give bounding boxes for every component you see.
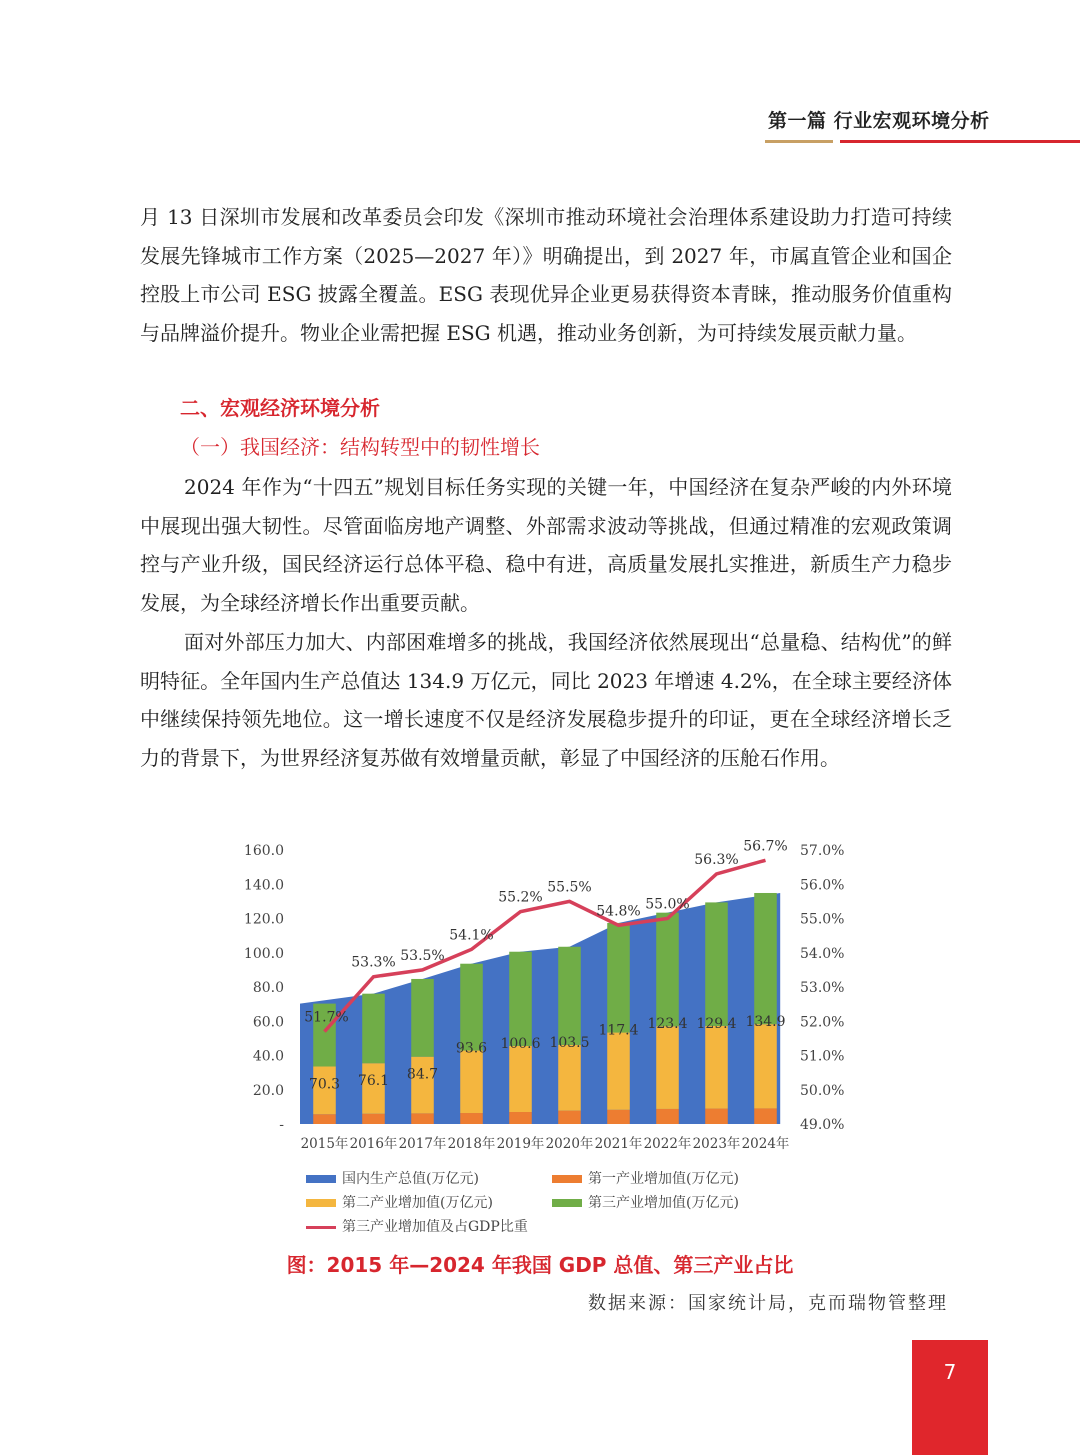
- legend-item-secondary: [306, 1192, 493, 1212]
- bar-secondary-5: [558, 1045, 581, 1111]
- bar-secondary-6: [607, 1033, 630, 1110]
- legend-swatch-gdp: [306, 1175, 336, 1183]
- left-axis-tick-1: 20.0: [252, 1082, 284, 1099]
- bar-tertiary-9: [754, 893, 777, 1024]
- legend-label-gdp: 国内生产总值(万亿元): [342, 1171, 479, 1187]
- bar-tertiary-4: [509, 952, 532, 1046]
- legend-item-tertiary: [552, 1192, 739, 1212]
- page-number-badge: [912, 1340, 988, 1455]
- bar-tertiary-5: [558, 947, 581, 1045]
- left-axis-tick-7: 140.0: [243, 877, 284, 894]
- bar-secondary-2: [411, 1057, 434, 1114]
- legend-label-tertiary-share: 第三产业增加值及占GDP比重: [342, 1219, 528, 1235]
- legend-swatch-secondary: [306, 1199, 336, 1207]
- gdp-data-label-0: 70.3: [308, 1076, 341, 1093]
- bar-primary-3: [460, 1113, 483, 1124]
- share-data-label-2: 53.5%: [400, 947, 445, 964]
- x-axis-label-1: 2016年: [349, 1136, 398, 1152]
- bar-primary-8: [705, 1109, 728, 1124]
- right-axis-tick-7: 56.0%: [800, 877, 845, 894]
- gdp-data-label-6: 117.4: [598, 1022, 639, 1039]
- x-axis-label-6: 2021年: [594, 1136, 643, 1152]
- right-axis-tick-1: 50.0%: [800, 1082, 845, 1099]
- x-axis-label-5: 2020年: [545, 1136, 594, 1152]
- bar-secondary-4: [509, 1046, 532, 1112]
- bar-secondary-8: [705, 1026, 728, 1109]
- gdp-chart: [230, 820, 850, 1160]
- legend-label-tertiary: 第三产业增加值(万亿元): [588, 1195, 739, 1211]
- right-axis-tick-0: 49.0%: [800, 1117, 845, 1133]
- right-axis-tick-2: 51.0%: [800, 1048, 845, 1065]
- share-data-label-5: 55.5%: [547, 879, 592, 896]
- gdp-data-label-4: 100.6: [500, 1035, 541, 1052]
- left-axis-tick-4: 80.0: [252, 980, 284, 996]
- share-data-label-4: 55.2%: [498, 889, 543, 906]
- bar-tertiary-6: [607, 923, 630, 1033]
- legend-swatch-primary: [552, 1175, 582, 1183]
- left-axis-tick-2: 40.0: [252, 1048, 284, 1065]
- gdp-data-label-7: 123.4: [647, 1016, 688, 1033]
- legend-item-tertiary-share: [306, 1216, 528, 1236]
- x-axis-label-7: 2022年: [643, 1136, 692, 1152]
- share-data-label-0: 51.7%: [304, 1009, 349, 1026]
- bar-tertiary-2: [411, 979, 434, 1057]
- bar-secondary-3: [460, 1051, 483, 1114]
- gdp-data-label-3: 93.6: [455, 1040, 488, 1057]
- legend-item-primary: [552, 1168, 739, 1188]
- gdp-data-label-9: 134.9: [745, 1014, 786, 1031]
- bar-tertiary-8: [705, 902, 728, 1025]
- data-source: 数据来源：国家统计局，克而瑞物管整理: [588, 1293, 948, 1314]
- x-axis-label-4: 2019年: [496, 1136, 545, 1152]
- figure-caption: 图：2015 年—2024 年我国 GDP 总值、第三产业占比: [286, 1253, 794, 1277]
- bar-primary-7: [656, 1109, 679, 1124]
- bar-primary-2: [411, 1113, 434, 1124]
- x-axis-label-8: 2023年: [692, 1136, 741, 1152]
- share-data-label-1: 53.3%: [351, 954, 396, 971]
- bar-primary-4: [509, 1112, 532, 1124]
- right-axis-tick-5: 54.0%: [800, 945, 845, 962]
- bar-tertiary-1: [362, 994, 385, 1064]
- header-rule-red: [840, 140, 1080, 143]
- gdp-data-label-8: 129.4: [696, 1015, 737, 1032]
- paragraph-gdp: 面对外部压力加大、内部困难增多的挑战，我国经济依然展现出“总量稳、结构优”的鲜明特征。全年国内生产总值达 134.9 万亿元，同比 2023 年增速 4.2%，在全球主要经济体中继续保持领先地位。这一增长速度不仅是经济发展稳步提升的印证，更在全球经济增长乏力的背景下，为世界经济复苏做有效增量贡献，彰显了中国经济的压舱石作用。: [140, 630, 952, 770]
- left-axis-tick-3: 60.0: [252, 1014, 284, 1031]
- page-header-title: 第一篇 行业宏观环境分析: [768, 110, 990, 132]
- legend-item-gdp: [306, 1168, 479, 1188]
- header-rule-gold: [765, 140, 833, 143]
- bar-primary-1: [362, 1114, 385, 1124]
- share-data-label-7: 55.0%: [645, 896, 690, 913]
- bar-tertiary-3: [460, 964, 483, 1051]
- page-number: 7: [943, 1360, 957, 1384]
- share-data-label-3: 54.1%: [449, 927, 494, 944]
- bar-primary-5: [558, 1111, 581, 1124]
- legend-line-tertiary-share: [306, 1226, 336, 1229]
- left-axis-tick-5: 100.0: [243, 945, 284, 962]
- bar-primary-0: [313, 1114, 336, 1124]
- bar-tertiary-7: [656, 913, 679, 1027]
- left-axis-tick-0: -: [279, 1117, 284, 1133]
- x-axis-label-9: 2024年: [741, 1136, 790, 1152]
- right-axis-tick-8: 57.0%: [800, 843, 845, 859]
- x-axis-label-0: 2015年: [300, 1136, 349, 1152]
- left-axis-tick-8: 160.0: [243, 843, 284, 859]
- paragraph-esg: 月 13 日深圳市发展和改革委员会印发《深圳市推动环境社会治理体系建设助力打造可持续发展先锋城市工作方案（2025—2027 年）》明确提出，到 2027 年，市属直管企业和国企控股上市公司 ESG 披露全覆盖。ESG 表现优异企业更易获得资本青睐，推动服务价值重构与品牌溢价提升。物业企业需把握 ESG 机遇，推动业务创新，为可持续发展贡献力量。: [140, 205, 952, 345]
- share-data-label-6: 54.8%: [596, 903, 641, 920]
- bar-secondary-9: [754, 1024, 777, 1108]
- gdp-data-label-5: 103.5: [549, 1034, 590, 1051]
- legend-label-primary: 第一产业增加值(万亿元): [588, 1171, 739, 1187]
- share-data-label-9: 56.7%: [743, 838, 788, 855]
- right-axis-tick-6: 55.0%: [800, 911, 845, 928]
- subsection-heading: （一）我国经济：结构转型中的韧性增长: [180, 435, 540, 459]
- legend-swatch-tertiary: [552, 1199, 582, 1207]
- left-axis-tick-6: 120.0: [243, 911, 284, 928]
- legend-label-secondary: 第二产业增加值(万亿元): [342, 1195, 493, 1211]
- bar-secondary-7: [656, 1026, 679, 1109]
- gdp-data-label-2: 84.7: [406, 1066, 439, 1083]
- share-data-label-8: 56.3%: [694, 851, 739, 868]
- bar-primary-6: [607, 1110, 630, 1124]
- section-heading: 二、宏观经济环境分析: [180, 396, 380, 420]
- bar-primary-9: [754, 1108, 777, 1124]
- right-axis-tick-4: 53.0%: [800, 980, 845, 996]
- paragraph-economy-intro: 2024 年作为“十四五”规划目标任务实现的关键一年，中国经济在复杂严峻的内外环境中展现出强大韧性。尽管面临房地产调整、外部需求波动等挑战，但通过精准的宏观政策调控与产业升级，国民经济运行总体平稳、稳中有进，高质量发展扎实推进，新质生产力稳步发展，为全球经济增长作出重要贡献。: [140, 475, 952, 615]
- right-axis-tick-3: 52.0%: [800, 1014, 845, 1031]
- x-axis-label-3: 2018年: [447, 1136, 496, 1152]
- gdp-data-label-1: 76.1: [357, 1073, 390, 1090]
- x-axis-label-2: 2017年: [398, 1136, 447, 1152]
